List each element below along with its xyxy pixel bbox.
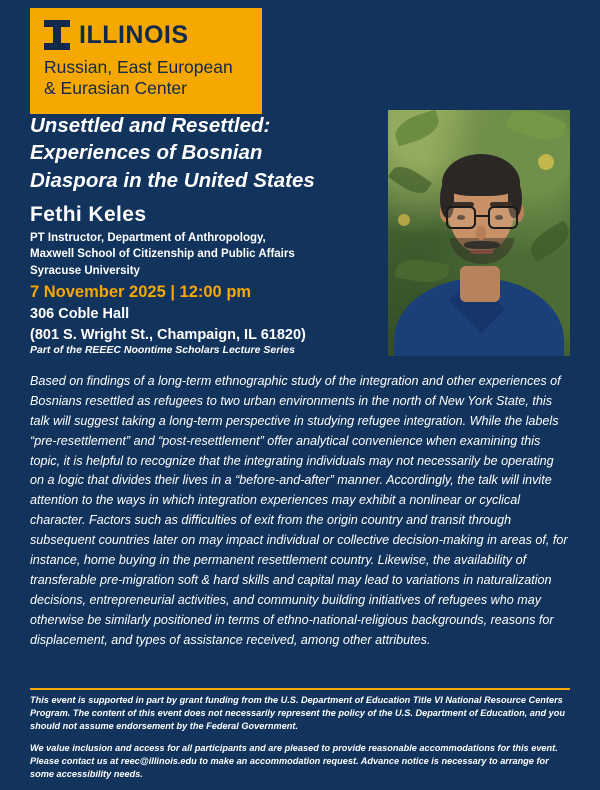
funding-note: This event is supported in part by grant funding from the U.S. Department of Education Title VI National Resource Centers Program. The content of this event does not necessarily represent the policy of the U.S. Department of Education, and you should not assume endorsement by the Federal Government. <box>30 695 566 732</box>
lecture-series-note: Part of the REEEC Noontime Scholars Lecture Series <box>30 344 295 356</box>
footer-notes <box>30 694 570 790</box>
abstract-text: Based on findings of a long-term ethnographic study of the integration and other experiences of Bosnians resettled as refugees to two urban environments in the north of New York State, this talk will suggest taking a long-term perspective in studying refugee integration. While the labels “pre-resettlement” and “post-resettlement” offer analytical convenience when examining this topic, it is helpful to recognize that the integrating individuals may not necessarily be operating on a logic that divides their lives in a “before-and-after” manner. Accordingly, the talk will invite attention to the ways in which integration experiences may exhibit a nonlinear or cyclical character. Factors such as difficulties of exit from the origin country and transit through subsequent countries later on may impact individual or collective decision-making in areas of, for instance, home buying in the permanent resettlement country. Likewise, the availability of transferable pre-migration soft & hard skills and capital may lead to variations in naturalization decisions, entrepreneurial activities, and community building initiatives of refugees who may otherwise be similarly positioned in terms of ethno-national-religious backgrounds, reasons for displacement, and types of assistance received, among other attributes. <box>30 374 568 647</box>
portrait-neck <box>460 266 500 302</box>
affiliation-line-2: Maxwell School of Citizenship and Public Affairs <box>30 248 295 261</box>
footer-divider <box>30 688 570 690</box>
venue-line-2: (801 S. Wright St., Champaign, IL 61820) <box>30 327 306 344</box>
title-line-1: Unsettled and Resettled: <box>30 114 271 137</box>
illinois-wordmark: ILLINOIS <box>79 20 189 49</box>
speaker-name: Fethi Keles <box>30 203 147 226</box>
portrait-nose <box>476 226 486 240</box>
center-name-line1: Russian, East European <box>44 57 233 77</box>
center-name-line2: & Eurasian Center <box>44 78 187 99</box>
illinois-logo-block <box>30 8 262 114</box>
flower-shape <box>398 214 410 226</box>
event-venue <box>30 304 375 346</box>
venue-line-1: 306 Coble Hall <box>30 306 130 322</box>
poster-title <box>30 112 375 194</box>
center-name <box>44 57 248 100</box>
event-datetime: 7 November 2025 | 12:00 pm <box>30 283 252 301</box>
logo-row <box>44 20 248 50</box>
block-i-icon <box>44 20 70 50</box>
portrait-mustache <box>464 241 500 249</box>
portrait-mouth <box>471 250 493 254</box>
speaker-affiliation <box>30 230 375 279</box>
affiliation-line-3: Syracuse University <box>30 264 140 277</box>
title-line-3: Diaspora in the United States <box>30 168 315 192</box>
flower-shape <box>538 154 554 170</box>
speaker-portrait <box>388 110 570 356</box>
affiliation-line-1: PT Instructor, Department of Anthropology, <box>30 232 266 244</box>
title-line-2: Experiences of Bosnian <box>30 141 263 165</box>
accessibility-note: We value inclusion and access for all participants and are pleased to provide reasonable accommodations for this event. Please contact us at reec@illinois.edu to make an accommodation request. Advance notice is necessary to arrange for some accessibility needs. <box>30 743 558 780</box>
